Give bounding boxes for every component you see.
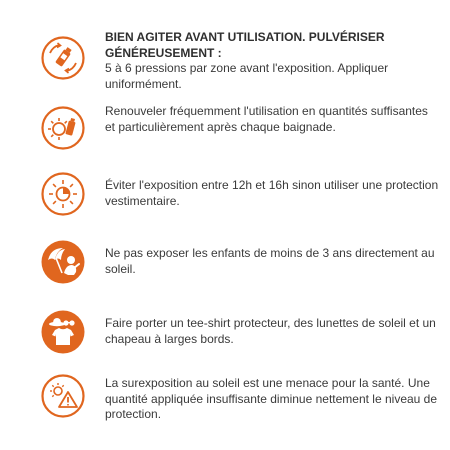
sun-warning-icon (41, 374, 85, 418)
shake-bottle-icon (41, 36, 85, 80)
instruction-lead-1: BIEN AGITER AVANT UTILISATION. PULVÉRISER GÉNÉREUSEMENT : (105, 30, 385, 60)
instruction-text-2 (105, 104, 440, 135)
instruction-body-6: La surexposition au soleil est une menace pour la santé. Une quantité appliquée insuffisante diminue nettement le niveau de protection. (105, 376, 438, 421)
clothing-protection-icon (41, 310, 85, 354)
baby-umbrella-icon (41, 240, 85, 284)
instruction-body-3: Éviter l'exposition entre 12h et 16h sinon utiliser une protection vestimentaire. (105, 178, 439, 208)
instruction-text-6 (105, 376, 440, 423)
instruction-body-4: Ne pas exposer les enfants de moins de 3 ans directement au soleil. (105, 246, 435, 276)
sun-avoid-midday-icon (41, 172, 85, 216)
instruction-text-1 (105, 30, 440, 92)
instruction-text-4 (105, 246, 440, 277)
instruction-body-1: 5 à 6 pressions par zone avant l'exposition. Appliquer uniformément. (105, 61, 389, 91)
instruction-body-2: Renouveler fréquemment l'utilisation en quantités suffisantes et particulièrement après chaque baignade. (105, 104, 428, 134)
instruction-body-5: Faire porter un tee-shirt protecteur, des lunettes de soleil et un chapeau à larges bords. (105, 316, 436, 346)
sun-reapply-icon (41, 106, 85, 150)
instruction-text-5 (105, 316, 440, 347)
instruction-text-3 (105, 178, 440, 209)
